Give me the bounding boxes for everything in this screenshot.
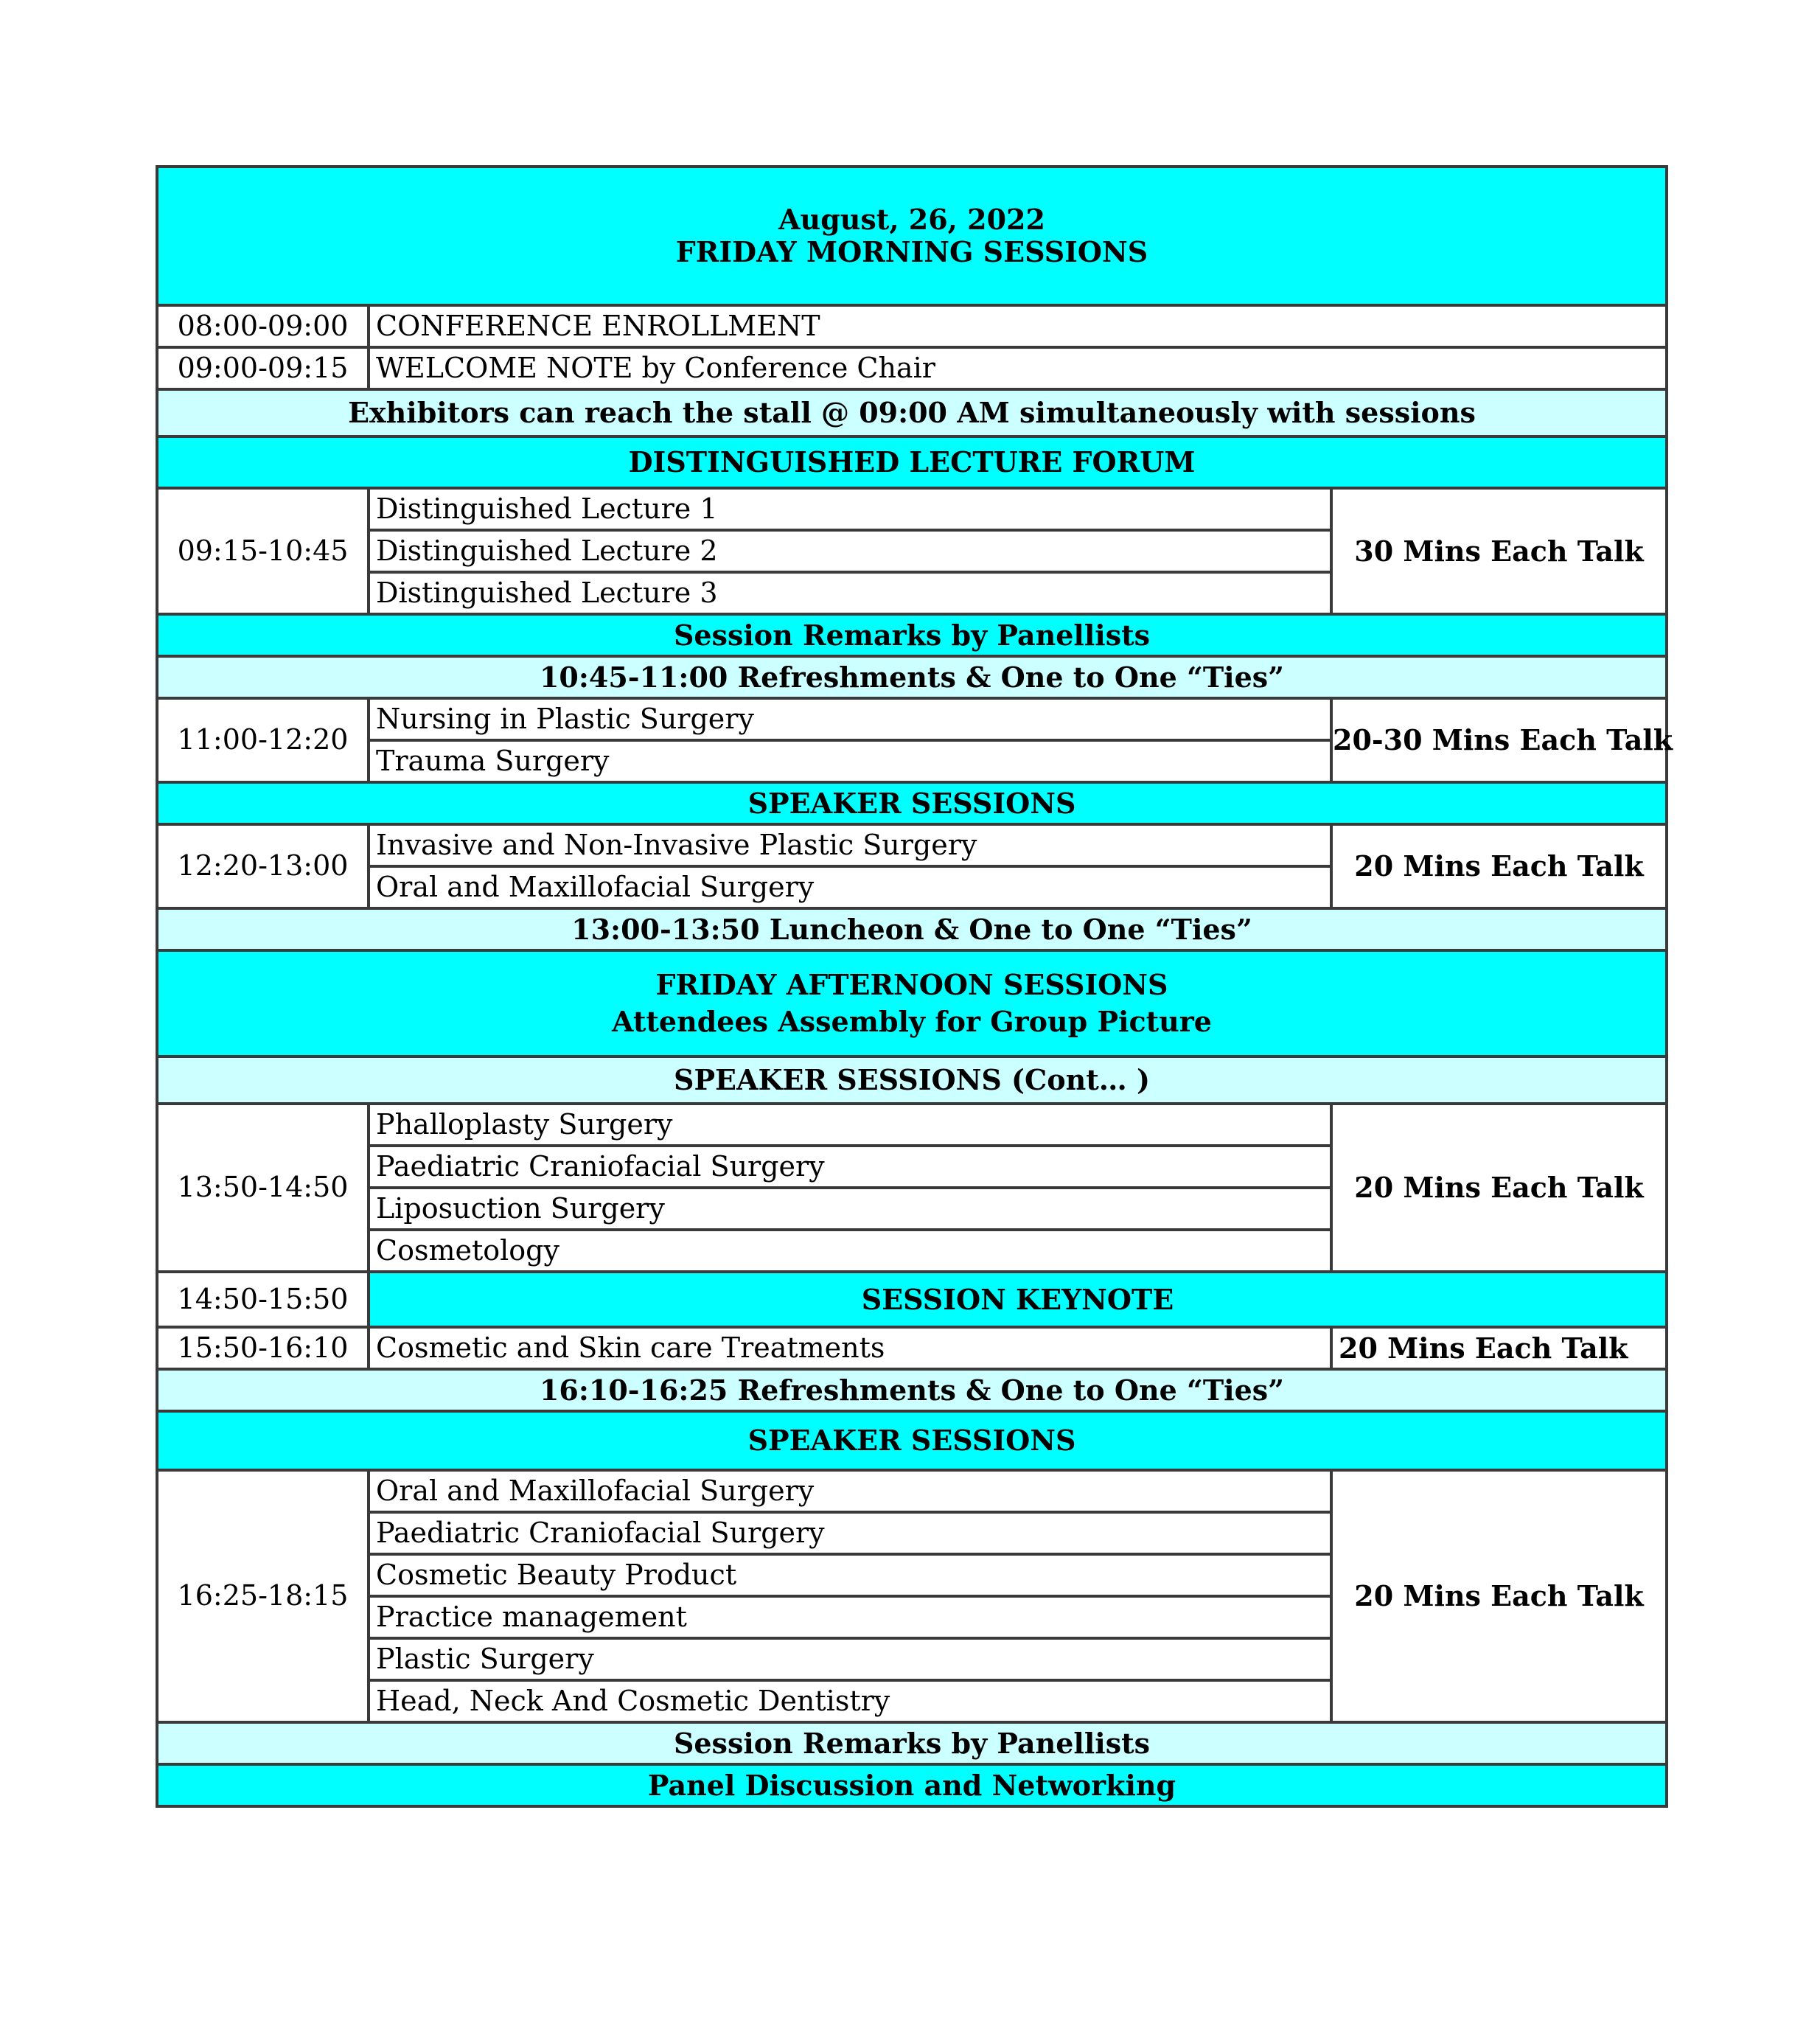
exhibitors-row (157, 389, 1667, 436)
lunch-row (157, 908, 1667, 950)
talk-duration: 20 Mins Each Talk (1331, 1470, 1667, 1722)
forum-heading: DISTINGUISHED LECTURE FORUM (157, 436, 1667, 488)
welcome-row (157, 347, 1667, 389)
keynote-time: 14:50-15:50 (157, 1272, 369, 1327)
block-5-time: 16:25-18:15 (157, 1470, 369, 1722)
talk-title: Liposuction Surgery (369, 1188, 1331, 1230)
afternoon-header (157, 950, 1667, 1056)
talk-title: Phalloplasty Surgery (369, 1104, 1331, 1146)
welcome-label: WELCOME NOTE by Conference Chair (369, 347, 1667, 389)
cosmetic-row (157, 1327, 1667, 1369)
talk-title: Distinguished Lecture 3 (369, 572, 1331, 614)
session-remarks: Session Remarks by Panellists (157, 614, 1667, 656)
speaker-heading-row (157, 1411, 1667, 1470)
panel-discussion: Panel Discussion and Networking (157, 1764, 1667, 1806)
block-5-row (157, 1470, 1667, 1512)
block-3-time: 12:20-13:00 (157, 824, 369, 908)
talk-title: Invasive and Non-Invasive Plastic Surgery (369, 824, 1331, 866)
forum-row (157, 488, 1667, 530)
time-cell: 08:00-09:00 (157, 305, 369, 347)
forum-time: 09:15-10:45 (157, 488, 369, 614)
cosmetic-time: 15:50-16:10 (157, 1327, 369, 1369)
block-4-row (157, 1104, 1667, 1146)
afternoon-header-row (157, 950, 1667, 1056)
talk-title: Cosmetology (369, 1230, 1331, 1272)
block-4-time: 13:50-14:50 (157, 1104, 369, 1272)
talk-title: Distinguished Lecture 2 (369, 530, 1331, 572)
talk-duration: 20 Mins Each Talk (1331, 1104, 1667, 1272)
talk-title: Plastic Surgery (369, 1638, 1331, 1680)
enrollment-row (157, 305, 1667, 347)
talk-title: Trauma Surgery (369, 740, 1331, 782)
refreshments-break: 16:10-16:25 Refreshments & One to One “Ties” (157, 1369, 1667, 1411)
speaker-heading-row (157, 782, 1667, 824)
exhibitors-note: Exhibitors can reach the stall @ 09:00 AM simultaneously with sessions (157, 389, 1667, 436)
speaker-sessions-heading: SPEAKER SESSIONS (157, 782, 1667, 824)
talk-title: Cosmetic Beauty Product (369, 1554, 1331, 1596)
session-remarks: Session Remarks by Panellists (157, 1722, 1667, 1764)
talk-duration: 20-30 Mins Each Talk (1331, 698, 1667, 782)
closing-row (157, 1764, 1667, 1806)
talk-title: Paediatric Craniofacial Surgery (369, 1146, 1331, 1188)
remarks-row (157, 614, 1667, 656)
refreshments-break: 10:45-11:00 Refreshments & One to One “Ties” (157, 656, 1667, 698)
talk-duration: 20 Mins Each Talk (1331, 1327, 1667, 1369)
talk-title: Nursing in Plastic Surgery (369, 698, 1331, 740)
speaker-heading-row (157, 1056, 1667, 1104)
break-row (157, 1369, 1667, 1411)
block-3-row (157, 824, 1667, 866)
block-2-row (157, 698, 1667, 740)
luncheon-break: 13:00-13:50 Luncheon & One to One “Ties” (157, 908, 1667, 950)
schedule-date: August, 26, 2022 (778, 203, 1045, 237)
enrollment-label: CONFERENCE ENROLLMENT (369, 305, 1667, 347)
afternoon-sessions-title: FRIDAY AFTERNOON SESSIONS (655, 968, 1168, 1002)
speaker-sessions-cont-heading: SPEAKER SESSIONS (Cont… ) (157, 1056, 1667, 1104)
time-cell: 09:00-09:15 (157, 347, 369, 389)
talk-title: Paediatric Craniofacial Surgery (369, 1512, 1331, 1554)
header-row (157, 167, 1667, 305)
forum-heading-row (157, 436, 1667, 488)
talk-title: Oral and Maxillofacial Surgery (369, 1470, 1331, 1512)
talk-title: Practice management (369, 1596, 1331, 1638)
remarks-row (157, 1722, 1667, 1764)
speaker-sessions-heading: SPEAKER SESSIONS (157, 1411, 1667, 1470)
talk-title: Cosmetic and Skin care Treatments (369, 1327, 1331, 1369)
session-keynote: SESSION KEYNOTE (369, 1272, 1667, 1327)
schedule-header (157, 167, 1667, 305)
talk-title: Head, Neck And Cosmetic Dentistry (369, 1680, 1331, 1722)
group-picture-note: Attendees Assembly for Group Picture (612, 1005, 1212, 1038)
talk-duration: 30 Mins Each Talk (1331, 488, 1667, 614)
keynote-row (157, 1272, 1667, 1327)
talk-duration: 20 Mins Each Talk (1331, 824, 1667, 908)
talk-title: Distinguished Lecture 1 (369, 488, 1331, 530)
schedule-table (156, 165, 1673, 1808)
break-row (157, 656, 1667, 698)
talk-title: Oral and Maxillofacial Surgery (369, 866, 1331, 908)
block-2-time: 11:00-12:20 (157, 698, 369, 782)
morning-sessions-title: FRIDAY MORNING SESSIONS (675, 235, 1148, 268)
